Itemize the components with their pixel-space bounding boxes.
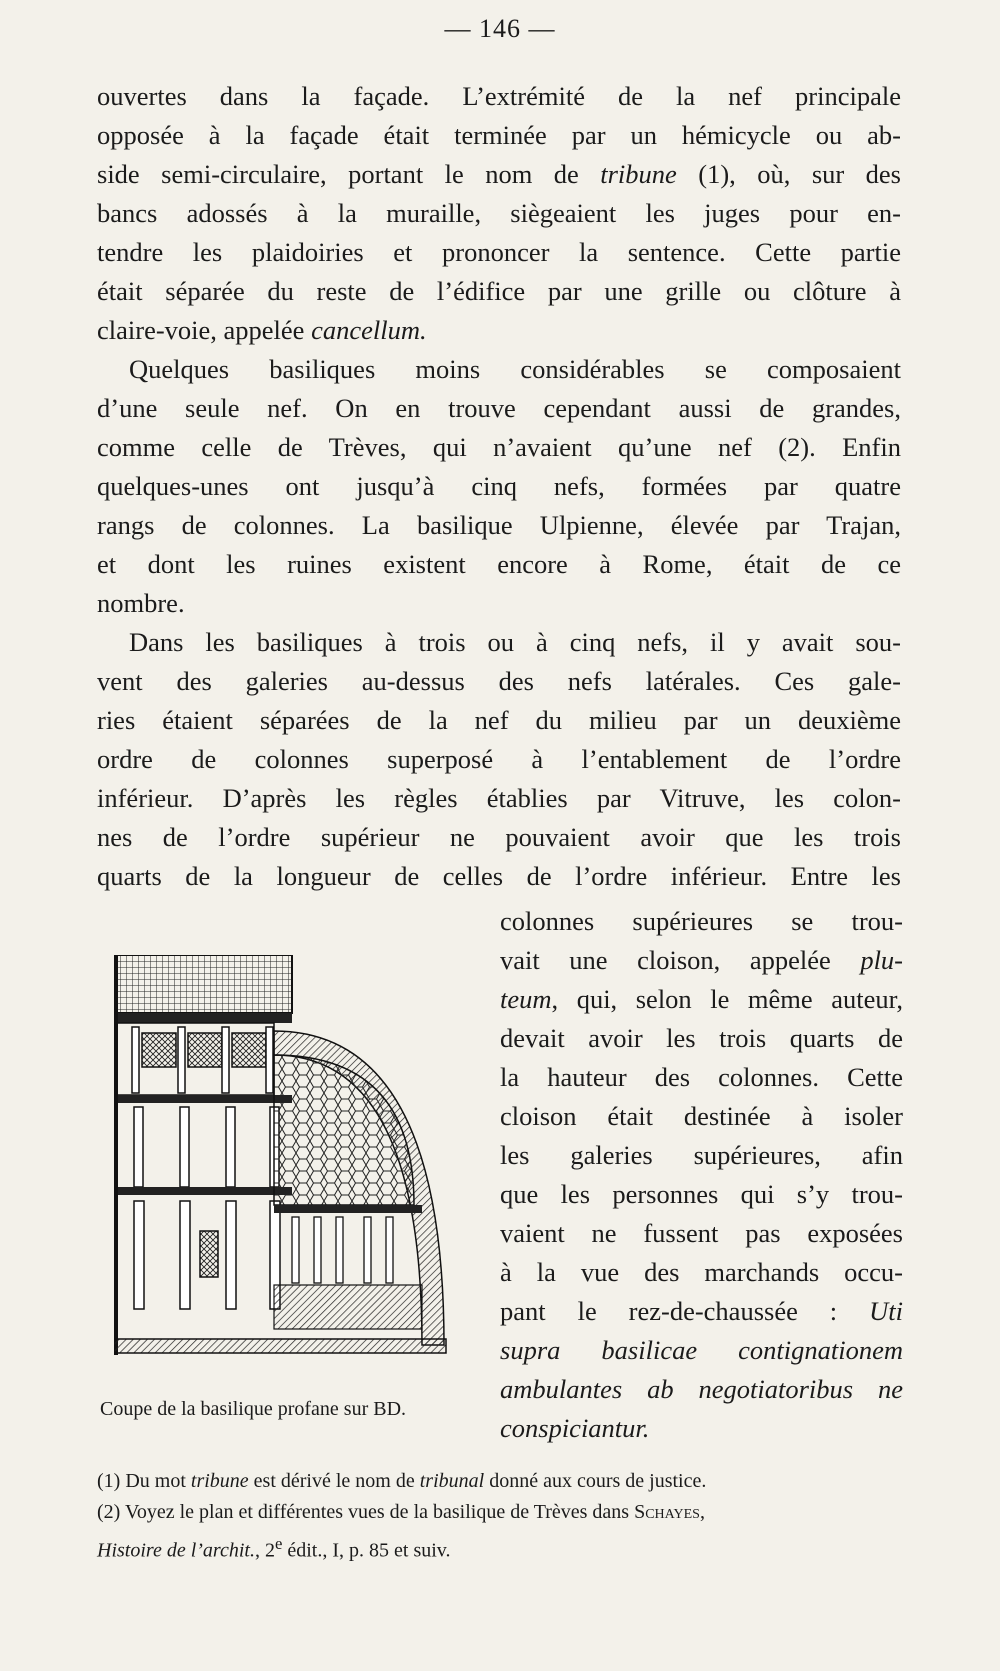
text-line: devait avoir les trois quarts de xyxy=(500,1023,903,1053)
text-line: vaient ne fussent pas exposées xyxy=(500,1218,903,1248)
basilica-section-illustration xyxy=(114,955,468,1375)
text-line: Quelques basiliques moins considérables se composaient xyxy=(129,354,901,384)
text-line: ambulantes ab negotiatoribus ne xyxy=(500,1374,903,1404)
text-line: colonnes supérieures se trou- xyxy=(500,906,903,936)
text-line: conspiciantur. xyxy=(500,1413,650,1443)
paragraph-1 xyxy=(97,77,901,350)
text-line: inférieur. D’après les règles établies par Vitruve, les colon- xyxy=(97,783,901,813)
text-line: nes de l’ordre supérieur ne pouvaient avoir que les trois xyxy=(97,822,901,852)
text-line: cloison était destinée à isoler xyxy=(500,1101,903,1131)
text-line: vent des galeries au-dessus des nefs latérales. Ces gale- xyxy=(97,666,901,696)
footnote-2: (2) Voyez le plan et différentes vues de la basilique de Trèves dans Schayes, xyxy=(97,1501,705,1523)
text-line: tendre les plaidoiries et prononcer la sentence. Cette partie xyxy=(97,237,901,267)
text-line: et dont les ruines existent encore à Rome, était de ce xyxy=(97,549,901,579)
paragraph-2 xyxy=(97,350,901,623)
text-line: opposée à la façade était terminée par un hémicycle ou ab- xyxy=(97,120,901,150)
text-line: vait une cloison, appelée plu- xyxy=(500,945,903,975)
figure-caption: Coupe de la basilique profane sur BD. xyxy=(100,1398,407,1420)
italic-term-tribune: tribune xyxy=(600,159,677,189)
text-line: ries étaient séparées de la nef du milieu par un deuxième xyxy=(97,705,901,735)
text-line: quelques-unes ont jusqu’à cinq nefs, formées par quatre xyxy=(97,471,901,501)
footnote-1: (1) Du mot tribune est dérivé le nom de tribunal donné aux cours de justice. xyxy=(97,1470,707,1492)
footnotes xyxy=(97,1466,901,1567)
main-text xyxy=(97,77,901,896)
text-line: rangs de colonnes. La basilique Ulpienne, élevée par Trajan, xyxy=(97,510,901,540)
text-line: supra basilicae contignationem xyxy=(500,1335,903,1365)
text-line: Dans les basiliques à trois ou à cinq nefs, il y avait sou- xyxy=(129,627,901,657)
footnote-2-continued: Histoire de l’archit., 2e édit., I, p. 85 et suiv. xyxy=(97,1534,451,1562)
italic-term-cancellum: cancellum. xyxy=(311,315,427,345)
text-line: nombre. xyxy=(97,588,185,618)
text-line: bancs adossés à la muraille, siègeaient les juges pour en- xyxy=(97,198,901,228)
text-line: la hauteur des colonnes. Cette xyxy=(500,1062,903,1092)
page-number: — 146 — xyxy=(444,14,556,43)
text-line: side semi-circulaire, portant le nom de tribune (1), où, sur des xyxy=(97,159,901,189)
text-line: ordre de colonnes superposé à l’entablement de l’ordre xyxy=(97,744,901,774)
text-line: d’une seule nef. On en trouve cependant aussi de grandes, xyxy=(97,393,901,423)
text-line: ouvertes dans la façade. L’extrémité de la nef principale xyxy=(97,81,901,111)
latin-quote: Uti xyxy=(869,1296,903,1326)
text-line: quarts de la longueur de celles de l’ordre inférieur. Entre les xyxy=(97,861,901,891)
text-line: à la vue des marchands occu- xyxy=(500,1257,903,1287)
text-line: teum, qui, selon le même auteur, xyxy=(500,984,903,1014)
text-line: que les personnes qui s’y trou- xyxy=(500,1179,903,1209)
text-line: était séparée du reste de l’édifice par une grille ou clôture à xyxy=(97,276,901,306)
text-line: les galeries supérieures, afin xyxy=(500,1140,903,1170)
text-line: pant le rez-de-chaussée : Uti xyxy=(500,1296,903,1326)
text-line: claire-voie, appelée cancellum. xyxy=(97,315,427,345)
italic-term-pluteum: plu- xyxy=(860,945,903,975)
paragraph-3 xyxy=(97,623,901,896)
text-line: comme celle de Trèves, qui n’avaient qu’une nef (2). Enfin xyxy=(97,432,901,462)
wrapped-text-column xyxy=(500,902,903,1448)
